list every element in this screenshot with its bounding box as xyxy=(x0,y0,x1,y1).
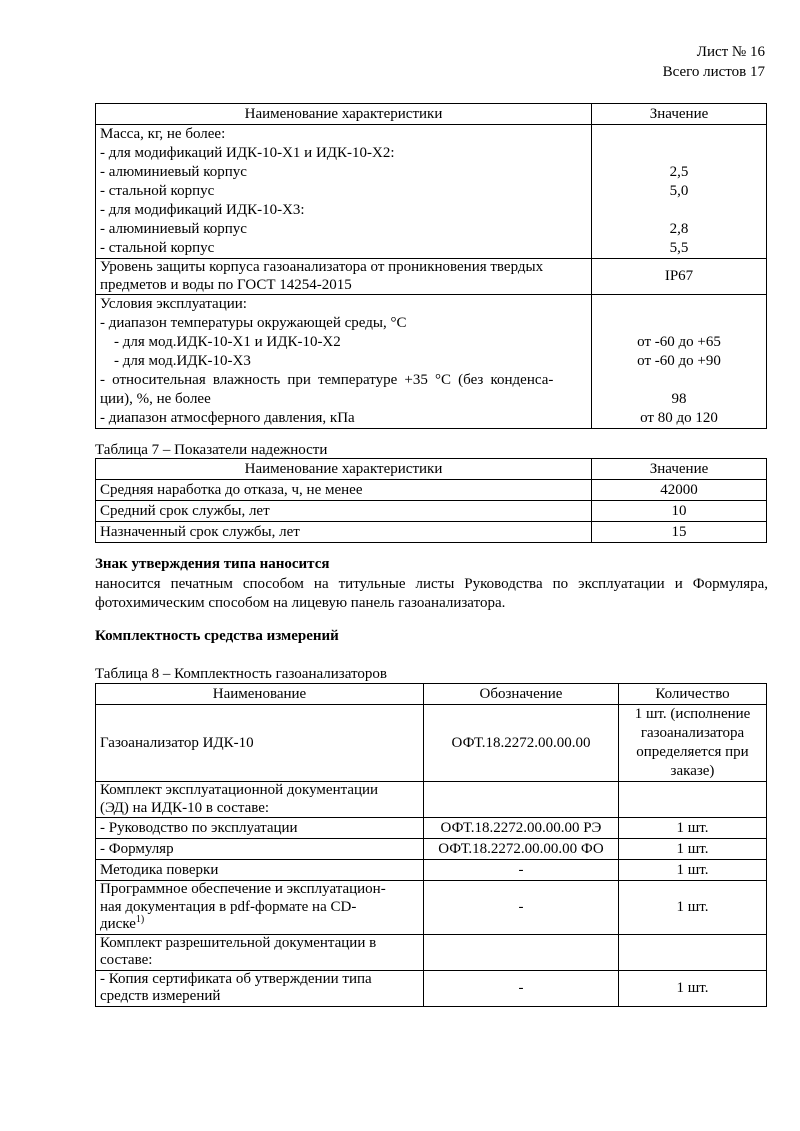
text-line: средств измерений xyxy=(100,988,221,1004)
table-row-conditions xyxy=(96,295,767,429)
table-row-certificate-copy xyxy=(96,970,767,1006)
cell-value xyxy=(592,295,767,429)
text-line: - для мод.ИДК-10-Х1 и ИДК-10-Х2 xyxy=(114,334,341,350)
text-line: Комплект разрешительной документации в xyxy=(100,934,377,951)
table-row-mass xyxy=(96,125,767,259)
text-line: ная документация в pdf-формате на CD- xyxy=(100,898,357,915)
cell-designation: - xyxy=(424,881,619,935)
cell-name: Назначенный срок службы, лет xyxy=(96,522,592,543)
cell-designation: ОФТ.18.2272.00.00.00 РЭ xyxy=(424,818,619,839)
text-line: - для мод.ИДК-10-Х3 xyxy=(114,353,251,369)
col-header-value: Значение xyxy=(592,104,767,125)
cell-value: 15 xyxy=(592,522,767,543)
text-line: - стальной корпус xyxy=(100,183,215,199)
footnote-marker: 1) xyxy=(135,914,145,925)
text-line: - относительная влажность при температуре +35 °С (без конденса- xyxy=(100,372,554,388)
cell-quantity: 1 шт. xyxy=(619,970,767,1006)
col-header-name: Наименование xyxy=(96,684,424,705)
table-row xyxy=(96,480,767,501)
reliability-table xyxy=(95,458,767,543)
cell-designation: ОФТ.18.2272.00.00.00 ФО xyxy=(424,839,619,860)
text-fragment: диске xyxy=(100,916,136,932)
value-line xyxy=(596,201,762,220)
text-line: - алюминиевый корпус xyxy=(100,221,247,237)
value-line: газоанализатора xyxy=(640,725,745,741)
cell-name xyxy=(96,970,424,1006)
value-line: 5,5 xyxy=(669,240,689,256)
col-header-quantity: Количество xyxy=(619,684,767,705)
characteristics-table xyxy=(95,103,767,429)
approval-body: наносится печатным способом на титульные листы Руководства по эксплуатации и Формуляра, фотохимическим способом на лицевую панель газоанализатора. xyxy=(95,576,768,612)
table-row xyxy=(96,522,767,543)
text-line: ции), %, не более xyxy=(100,391,211,407)
cell-designation: - xyxy=(424,970,619,1006)
text-line: - стальной корпус xyxy=(100,240,215,256)
value-line xyxy=(596,295,762,314)
text-line: - Копия сертификата об утверждении типа xyxy=(100,970,372,987)
value-line: от -60 до +65 xyxy=(637,334,721,350)
table-row-manual xyxy=(96,818,767,839)
cell-name: Методика поверки xyxy=(96,860,424,881)
col-header-designation: Обозначение xyxy=(424,684,619,705)
sheet-number: Лист № 16 xyxy=(696,44,765,60)
value-line: 1 шт. (исполнение xyxy=(634,706,751,722)
cell-value: 10 xyxy=(592,501,767,522)
cell-name: Средний срок службы, лет xyxy=(96,501,592,522)
table-header-row xyxy=(96,104,767,125)
text-line: - для модификаций ИДК-10-Х3: xyxy=(100,202,305,218)
cell-value: 42000 xyxy=(592,480,767,501)
completeness-table xyxy=(95,683,767,1007)
table-row-docs-set xyxy=(96,782,767,818)
approval-heading: Знак утверждения типа наносится xyxy=(95,556,330,572)
total-sheets: Всего листов 17 xyxy=(662,64,765,80)
completeness-heading: Комплектность средства измерений xyxy=(95,628,339,644)
table8-caption: Таблица 8 – Комплектность газоанализаторов xyxy=(95,666,387,682)
cell-name xyxy=(96,782,424,818)
text-line: составе: xyxy=(100,952,153,968)
text-line: Уровень защиты корпуса газоанализатора от проникновения твердых xyxy=(100,259,544,275)
table7-caption: Таблица 7 – Показатели надежности xyxy=(95,442,328,458)
value-line: от -60 до +90 xyxy=(637,353,721,369)
value-line: заказе) xyxy=(670,763,715,779)
text-line: - диапазон атмосферного давления, кПа xyxy=(100,410,355,426)
text-line: Условия эксплуатации: xyxy=(100,296,247,312)
table-row-formular xyxy=(96,839,767,860)
text-line: - диапазон температуры окружающей среды, °С xyxy=(100,315,407,331)
value-line: 5,0 xyxy=(669,183,689,199)
cell-value xyxy=(592,125,767,259)
value-line: от 80 до 120 xyxy=(640,410,718,426)
cell-name xyxy=(96,934,424,970)
value-line: 2,8 xyxy=(669,221,689,237)
cell-name: Газоанализатор ИДК-10 xyxy=(96,705,424,782)
text-line: Программное обеспечение и эксплуатацион- xyxy=(100,881,386,897)
text-line: Комплект эксплуатационной документации xyxy=(100,782,379,798)
value-line xyxy=(596,125,762,144)
col-header-name: Наименование характеристики xyxy=(96,104,592,125)
table-row-verification xyxy=(96,860,767,881)
col-header-name: Наименование характеристики xyxy=(96,459,592,480)
cell-designation xyxy=(424,782,619,818)
table-header-row xyxy=(96,684,767,705)
cell-quantity: 1 шт. xyxy=(619,839,767,860)
cell-quantity xyxy=(619,705,767,782)
cell-quantity: 1 шт. xyxy=(619,818,767,839)
cell-designation xyxy=(424,934,619,970)
text-line: - алюминиевый корпус xyxy=(100,164,247,180)
col-header-value: Значение xyxy=(592,459,767,480)
cell-name xyxy=(96,125,592,259)
text-line xyxy=(100,916,419,934)
cell-name xyxy=(96,881,424,935)
value-line xyxy=(596,371,762,390)
cell-quantity: 1 шт. xyxy=(619,881,767,935)
table-row-protection xyxy=(96,259,767,295)
text-line: предметов и воды по ГОСТ 14254-2015 xyxy=(100,276,352,293)
cell-name: - Руководство по эксплуатации xyxy=(96,818,424,839)
table-row xyxy=(96,501,767,522)
sheet-header xyxy=(663,42,765,82)
cell-name: Средняя наработка до отказа, ч, не менее xyxy=(96,480,592,501)
cell-name xyxy=(96,295,592,429)
cell-quantity xyxy=(619,934,767,970)
cell-quantity: 1 шт. xyxy=(619,860,767,881)
table-row-software xyxy=(96,881,767,935)
table-row-permits-set xyxy=(96,934,767,970)
value-line xyxy=(596,144,762,163)
cell-designation: - xyxy=(424,860,619,881)
text-line: Масса, кг, не более: xyxy=(100,126,226,142)
cell-designation: ОФТ.18.2272.00.00.00 xyxy=(424,705,619,782)
text-line: - для модификаций ИДК-10-Х1 и ИДК-10-Х2: xyxy=(100,145,395,161)
value-line: 2,5 xyxy=(669,164,689,180)
cell-name: - Формуляр xyxy=(96,839,424,860)
cell-value: IP67 xyxy=(592,259,767,295)
value-line: 98 xyxy=(671,391,687,407)
table-row-analyzer xyxy=(96,705,767,782)
value-line xyxy=(596,314,762,333)
cell-quantity xyxy=(619,782,767,818)
text-line: (ЭД) на ИДК-10 в составе: xyxy=(100,799,270,816)
cell-name xyxy=(96,259,592,295)
value-line: определяется при xyxy=(636,744,749,760)
table-header-row xyxy=(96,459,767,480)
